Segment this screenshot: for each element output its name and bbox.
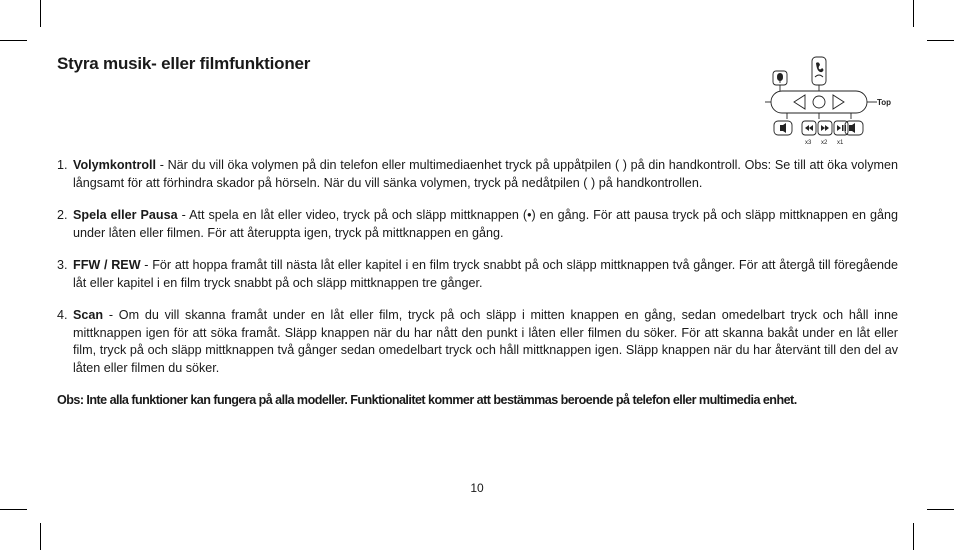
instruction-item xyxy=(57,307,898,377)
page-number: 10 xyxy=(470,481,484,495)
volume-up-arrow-icon xyxy=(794,95,805,109)
diagram-label-x1: x1 xyxy=(837,140,844,146)
item-term: FFW / REW xyxy=(73,258,141,272)
item-term: Volymkontroll xyxy=(73,158,157,172)
remote-control-diagram xyxy=(765,55,895,150)
compatibility-note: Obs: Inte alla funktioner kan fungera på alla modeller. Funktionalitet kommer att bestämmas beroende på telefon eller multimedia enhet. xyxy=(57,393,797,407)
item-number: 1. xyxy=(57,158,68,172)
center-button-icon xyxy=(813,96,825,108)
instructions xyxy=(57,157,898,410)
crop-mark xyxy=(40,0,41,27)
instruction-item xyxy=(57,207,898,242)
diagram-label-x2: x2 xyxy=(821,140,828,146)
item-term: Scan xyxy=(73,308,104,322)
item-text: - Att spela en låt eller video, tryck på och släpp mittknappen (•) en gång. För att pausa tryck på och släpp mittknappen en gång under låten eller filmen. För att återuppta igen, tryck på mittknappen en gång. xyxy=(73,208,898,240)
volume-down-arrow-icon xyxy=(833,95,844,109)
instruction-item xyxy=(57,257,898,292)
crop-mark xyxy=(40,523,41,550)
item-number: 4. xyxy=(57,308,68,322)
crop-mark xyxy=(927,40,954,41)
item-text: - Om du vill skanna framåt under en låt eller film, tryck på och släpp i mitten knappen en gång, sedan omedelbart tryck och håll inne mittknappen igen för att söka framåt. Släpp knappen när du har nått den punkt i låten eller filmen du söker. För att skanna bakåt under en låt eller film, tryck på och släpp mittknappen två gånger sedan omedelbart tryck och håll mittknappen igen. Släpp knappen när du har återvänt till den del av låten eller filmen du söker. xyxy=(73,308,898,375)
item-text: - För att hoppa framåt till nästa låt eller kapitel i en film tryck snabbt på och släpp mittknappen två gånger. För att återgå till föregående låt eller kapitel i en film tryck snabbt på och släpp mittknappen tre gånger. xyxy=(73,258,899,290)
instruction-item xyxy=(57,157,898,192)
crop-mark xyxy=(913,0,914,27)
crop-mark xyxy=(913,523,914,550)
diagram-top-label: Top xyxy=(877,98,892,107)
item-text: - När du vill öka volymen på din telefon eller multimediaenhet tryck på uppåtpilen ( ) på din handkontroll. Obs: Se till att öka volymen långsamt för att förhindra skador på hörseln. När du vill sänka volymen, tryck på nedåtpilen ( ) på handkontrollen. xyxy=(73,158,898,190)
crop-mark xyxy=(927,509,954,510)
page-title: Styra musik- eller filmfunktioner xyxy=(57,54,311,73)
crop-mark xyxy=(0,40,27,41)
item-number: 3. xyxy=(57,258,68,272)
diagram-label-x3: x3 xyxy=(805,140,812,146)
item-number: 2. xyxy=(57,208,68,222)
item-term: Spela eller Pausa xyxy=(73,208,178,222)
crop-mark xyxy=(0,509,27,510)
